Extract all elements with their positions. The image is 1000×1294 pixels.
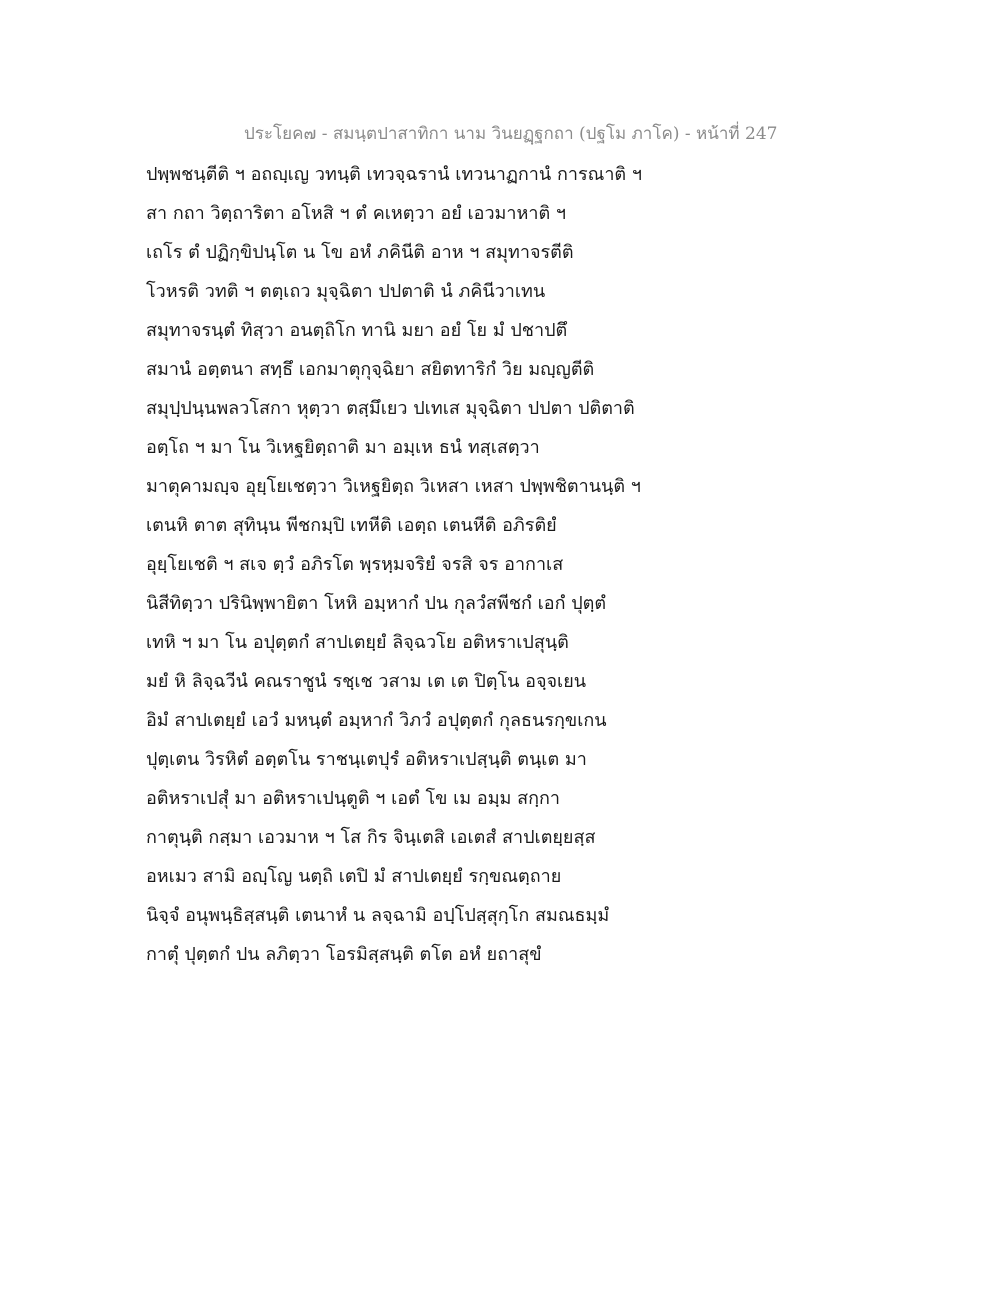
text-line: สมานํ อตฺตนา สทฺธึ เอกมาตุกุจฺฉิยา สยิตทาริกํ วิย มญฺญตีติ xyxy=(146,359,595,380)
text-line: ปพฺพชนฺตีติ ฯ อถญฺเญ วทนฺติ เทวจฺฉรานํ เทวนาฏกานํ การณาติ ฯ xyxy=(146,164,642,185)
text-line: โวหรติ วทติ ฯ ตตฺเถว มุจฺฉิตา ปปตาติ นํ ภคินีวาเทน xyxy=(146,281,546,302)
text-line: อหเมว สามิ อญฺโญ นตฺถิ เตปิ มํ สาปเตยฺยํ รกฺขณตฺถาย xyxy=(146,866,562,887)
text-line: เทหิ ฯ มา โน อปุตฺตกํ สาปเตยฺยํ ลิจฺฉวโย อติหราเปสุนฺติ xyxy=(146,632,569,653)
text-line: เถโร ตํ ปฏิกฺขิปนฺโต น โข อหํ ภคินีติ อาห ฯ สมุทาจรตีติ xyxy=(146,242,574,263)
text-line: กาตุํ ปุตฺตกํ ปน ลภิตฺวา โอรมิสฺสนฺติ ตโต อหํ ยถาสุขํ xyxy=(146,944,542,965)
page-header: ประโยค๗ - สมนฺตปาสาทิกา นาม วินยฏฺฐกถา (ปฐโม ภาโค) - หน้าที่ 247 xyxy=(244,124,778,144)
text-line: อตฺโถ ฯ มา โน วิเหฐยิตฺถาติ มา อมฺเห ธนํ ทสฺเสตฺวา xyxy=(146,437,540,458)
text-line: อติหราเปสุํ มา อติหราเปนฺตูติ ฯ เอตํ โข เม อมฺม สกฺกา xyxy=(146,788,561,809)
text-line: เตนหิ ตาต สุทินฺน พีชกมฺปิ เทหีติ เอตฺถ เตนหีติ อภิรติยํ xyxy=(146,515,557,536)
document-body xyxy=(146,155,706,974)
text-line: สา กถา วิตฺถาริตา อโหสิ ฯ ตํ คเหตฺวา อยํ เอวมาหาติ ฯ xyxy=(146,203,567,224)
text-line: กาตุนฺติ กสฺมา เอวมาห ฯ โส กิร จินฺเตสิ เอเตสํ สาปเตยฺยสฺส xyxy=(146,827,596,848)
text-line: ปุตฺเตน วิรหิตํ อตฺตโน ราชนฺเตปุรํ อติหราเปสฺนฺติ ตนฺเต มา xyxy=(146,749,587,770)
text-line: นิสีทิตฺวา ปรินิพฺพายิตา โหหิ อมฺหากํ ปน กุลวํสพีชกํ เอกํ ปุตฺตํ xyxy=(146,593,607,614)
text-line: มยํ หิ ลิจฺฉวีนํ คณราชูนํ รชฺเช วสาม เต เต ปิตฺโน อจฺจเยน xyxy=(146,671,587,692)
text-line: สมุปฺปนฺนพลวโสกา หุตฺวา ตสฺมึเยว ปเทเส มุจฺฉิตา ปปตา ปติตาติ xyxy=(146,398,635,419)
text-line: นิจฺจํ อนุพนฺธิสฺสนฺติ เตนาหํ น ลจฺฉามิ อปฺโปสฺสุกฺโก สมณธมฺมํ xyxy=(146,905,610,926)
text-line: มาตุคามญฺจ อุยฺโยเชตฺวา วิเหฐยิตฺถ วิเหสา เหสา ปพฺพชิตานนฺติ ฯ xyxy=(146,476,641,497)
text-line: อุยฺโยเชติ ฯ สเจ ตฺวํ อภิรโต พฺรหฺมจริยํ จรสิ จร อากาเส xyxy=(146,554,564,575)
text-line: สมุทาจรนฺตํ ทิสฺวา อนตฺถิโก ทานิ มยา อยํ โย มํ ปชาปตึ xyxy=(146,320,568,341)
text-line: อิมํ สาปเตยฺยํ เอวํ มหนฺตํ อมฺหากํ วิภวํ อปุตฺตกํ กุลธนรกฺขเกน xyxy=(146,710,607,731)
